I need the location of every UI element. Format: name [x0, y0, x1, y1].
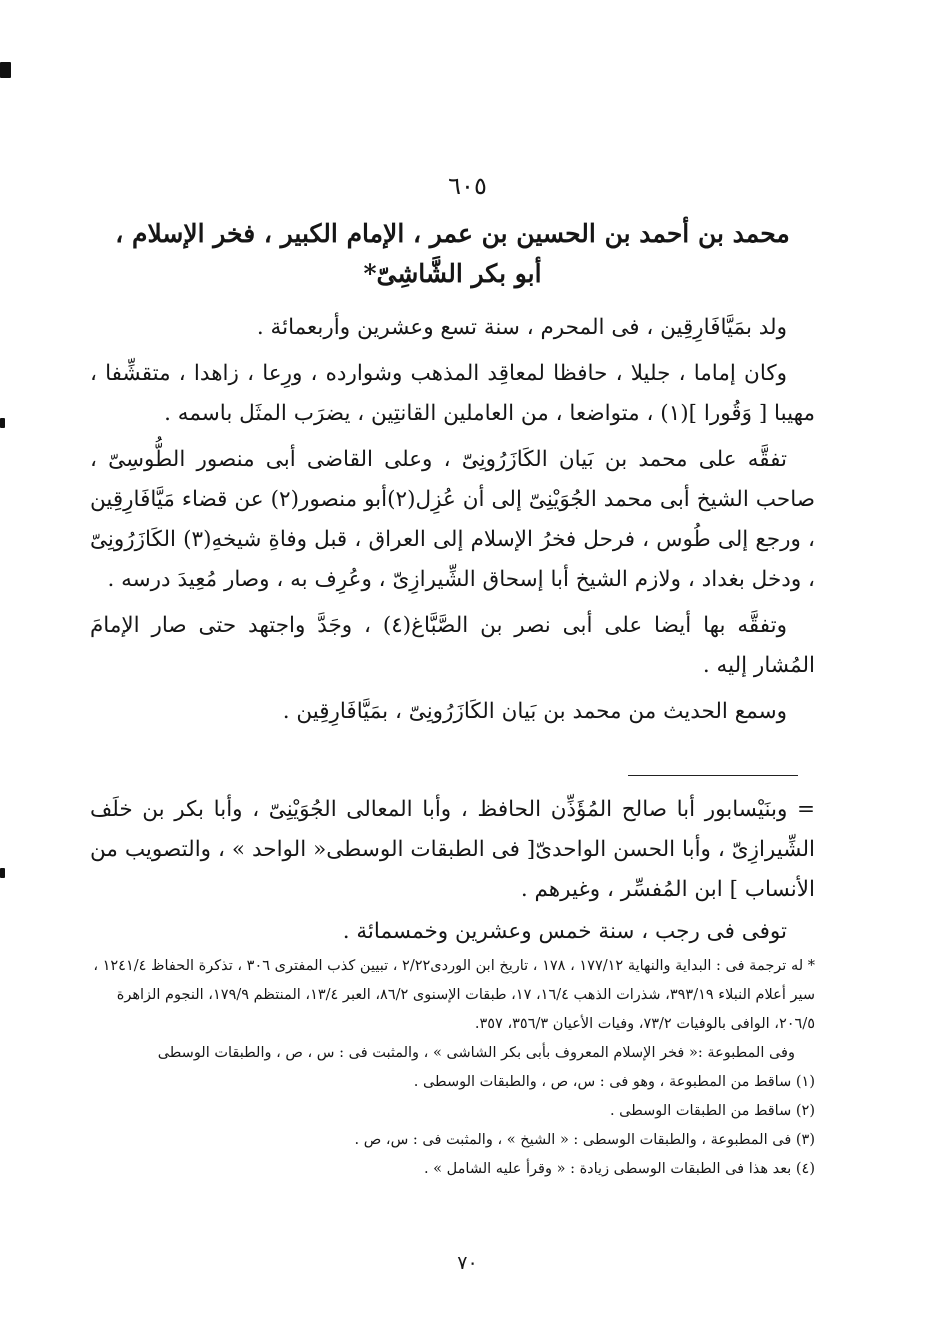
footnote-3: (٣) فى المطبوعة ، والطبقات الوسطى : « الشيخ » ، والمثبت فى : س، ص .: [354, 1132, 815, 1148]
body-paragraph-study: وتفقَّه بها أيضا على أبى نصر بن الصَّبَّاغ(٤) ، وجَدَّ واجتهد حتى صار الإمامَ المُشار إليه .: [90, 613, 815, 678]
footnote-separator: [628, 775, 798, 776]
footnote-sources: * له ترجمة فى : البداية والنهاية ١٧٧/١٢ ، ١٧٨ ، تاريخ ابن الوردى٢/٢٢ ، تبيين كذب المفترى ٣٠٦ ، تذكرة الحفاظ ١٢٤١/٤ ، سير أعلام النبلاء ٣٩٣/١٩، شذرات الذهب ١٦/٤، ١٧، طبقات الإسنوى ٨٦/٢، العبر ١٣/٤، المنتظم ١٧٩/٩، النجوم الزاهرة ٢٠٦/٥، الوافى بالوفيات ٧٣/٢، وفيات الأعيان ٣٥٦/٣، ٣٥٧.: [93, 958, 815, 1032]
entry-heading: [90, 214, 815, 294]
heading-line-2: أبو بكر الشَّاشِىّ*: [363, 259, 542, 288]
scan-margin-mark-middle: [0, 418, 5, 428]
heading-line-1: محمد بن أحمد بن الحسين بن عمر ، الإمام الكبير ، فخر الإسلام ،: [115, 219, 790, 248]
footnotes: [90, 952, 815, 1184]
footnote-1: (١) ساقط من المطبوعة ، وهو فى : س، ص ، والطبقات الوسطى .: [413, 1074, 815, 1090]
body-paragraph-character: وكان إماما ، جليلا ، حافظا لمعاقِد المذهب وشوارده ، ورِعا ، زاهدا ، متقشِّفا ، مهيبا [ وَقُورا ](١) ، متواضعا ، من العاملين القانتِين ، يضرَب المثَل باسمه .: [90, 361, 815, 426]
footnote-4: (٤) بعد هذا فى الطبقات الوسطى زيادة : « وقرأ عليه الشامل » .: [423, 1161, 815, 1177]
footnote-2: (٢) ساقط من الطبقات الوسطى .: [609, 1103, 815, 1119]
page-number: ٧٠: [457, 1252, 478, 1274]
body-paragraph-teachers: تفقَّه على محمد بن بَيان الكَازَرُونِىّ ، وعلى القاضى أبى منصور الطُّوسِىّ ، صاحب الشيخ أبى محمد الجُوَيْنِىّ إلى أن عُزِل(٢)أبو منصور(٢) عن قضاء مَيَّافَارِقِين ، ورجع إلى طُوس ، فرحل فخرُ الإسلام إلى العراق ، قبل وفاةِ شيخهِ(٣) الكَازَرُونِىّ ، ودخل بغداد ، ولازم الشيخ أبا إسحاق الشِّيرازِىّ ، وعُرِف به ، وصار مُعِيدَ درسه .: [90, 447, 816, 592]
biography-body: [90, 308, 815, 738]
continuation-paragraph: = وبنَيْسابور أبا صالح المُؤَذِّن الحافظ ، وأبا المعالى الجُوَيْنِىّ ، وأبا بكر بن خلَف الشِّيرازِىّ ، وأبا الحسن الواحدىّ[ فى الطبقات الوسطى« الواحد » ، والتصويب من الأنساب ] ابن المُفسِّر ، وغيرهم .: [90, 797, 815, 902]
continued-text: [90, 790, 815, 954]
scan-margin-mark-bottom: [0, 868, 5, 878]
body-paragraph-hadith: وسمع الحديث من محمد بن بَيان الكَازَرُونِىّ ، بمَيَّافَارِقِين .: [282, 699, 787, 724]
footnote-title-variant: وفى المطبوعة :« فخر الإسلام المعروف بأبى بكر الشاشى » ، والمثبت فى : س ، ص ، والطبقات الوسطى: [157, 1045, 795, 1061]
body-paragraph-birth: ولد بمَيَّافَارِقِين ، فى المحرم ، سنة تسع وعشرين وأربعمائة .: [256, 315, 787, 340]
entry-number: ٦٠٥: [448, 172, 487, 200]
scan-margin-mark-top: [0, 62, 11, 78]
death-paragraph: توفى فى رجب ، سنة خمس وعشرين وخمسمائة .: [342, 919, 787, 944]
